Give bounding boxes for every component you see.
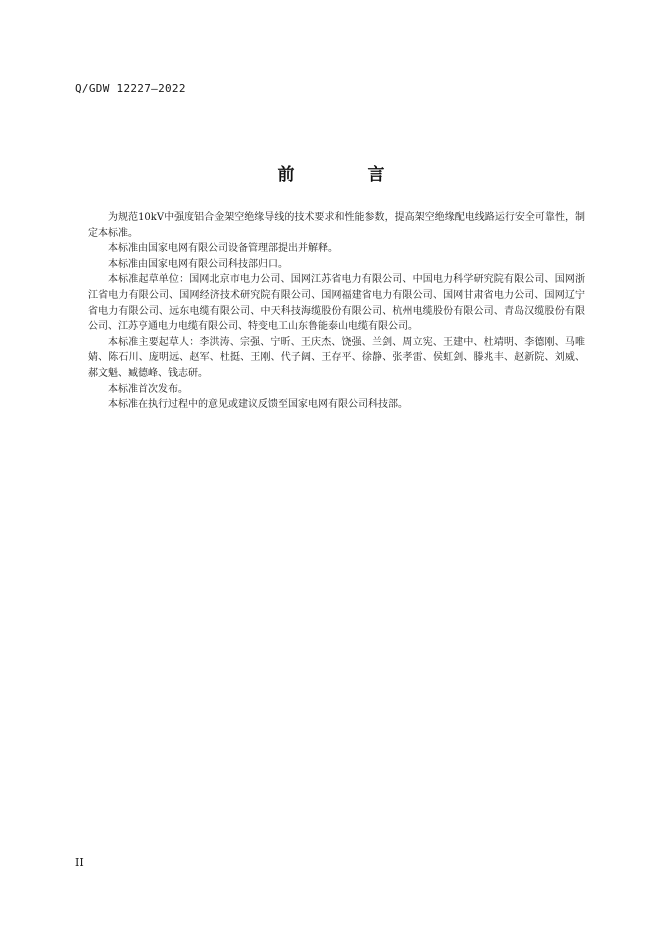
page-number: II: [75, 856, 84, 869]
paragraph-feedback: 本标准在执行过程中的意见或建议反馈至国家电网有限公司科技部。: [108, 399, 408, 411]
standard-code: Q/GDW 12227—2022: [75, 82, 186, 95]
paragraph-first-release: 本标准首次发布。: [108, 383, 188, 395]
paragraph-drafters: 本标准主要起草人：李洪涛、宗强、宁昕、王庆杰、饶强、兰剑、周立宪、王建中、杜靖明、李德刚、马唯婧、陈石川、庞明远、赵军、杜挺、王刚、代子阔、王存平、徐静、张孝雷、侯虹剑、滕兆丰、赵新院、刘威、郝文魁、臧德峰、钱志研。: [88, 336, 585, 379]
paragraph-administrator: 本标准由国家电网有限公司科技部归口。: [108, 258, 288, 270]
paragraph-purpose: 为规范10kV中强度铝合金架空绝缘导线的技术要求和性能参数，提高架空绝缘配电线路运行安全可靠性，制定本标准。: [88, 212, 585, 239]
paragraph-proposer: 本标准由国家电网有限公司设备管理部提出并解释。: [108, 243, 338, 255]
paragraph-drafting-units: 本标准起草单位：国网北京市电力公司、国网江苏省电力有限公司、中国电力科学研究院有限公司、国网浙江省电力有限公司、国网经济技术研究院有限公司、国网福建省电力有限公司、国网甘肃省电力公司、国网辽宁省电力有限公司、远东电缆有限公司、中天科技海缆股份有限公司、杭州电缆股份有限公司、青岛汉缆股份有限公司、江苏亨通电力电缆有限公司、特变电工山东鲁能泰山电缆有限公司。: [88, 274, 585, 333]
foreword-body: [88, 210, 585, 413]
page-title: 前 言: [277, 165, 413, 185]
